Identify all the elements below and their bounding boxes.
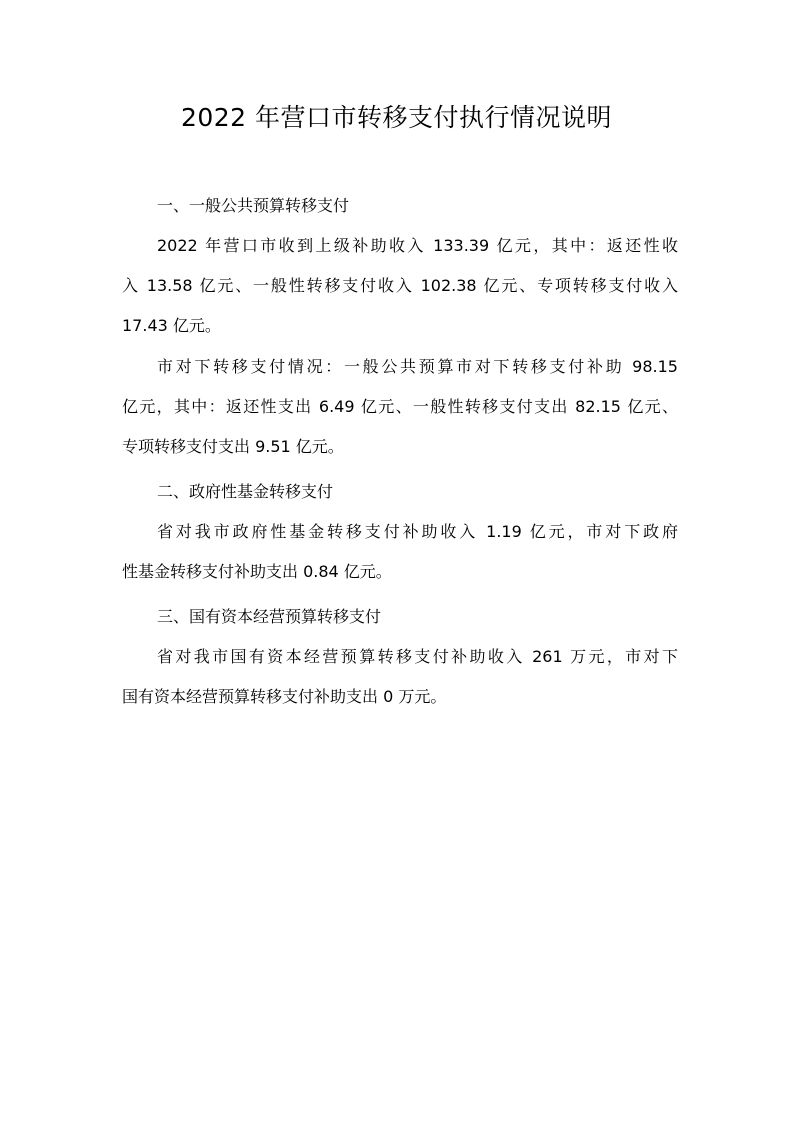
paragraph-line: 国有资本经营预算转移支付补助支出 0 万元。 [122,687,447,706]
paragraph-1 [122,226,678,346]
section-heading-2: 二、政府性基金转移支付 [157,482,334,501]
section-heading-1: 一、一般公共预算转移支付 [157,196,350,215]
paragraph-line: 省对我市政府性基金转移支付补助收入 1.19 亿元，市对下政府 [157,522,678,541]
document-title: 2022 年营口市转移支付执行情况说明 [180,103,613,132]
paragraph-3 [122,512,678,592]
paragraph-4 [122,637,678,717]
paragraph-2 [122,347,678,467]
paragraph-line: 市对下转移支付情况：一般公共预算市对下转移支付补助 98.15 [157,357,678,376]
paragraph-line: 入 13.58 亿元、一般性转移支付收入 102.38 亿元、专项转移支付收入 [122,276,678,295]
paragraph-line: 亿元，其中：返还性支出 6.49 亿元、一般性转移支付支出 82.15 亿元、 [122,397,678,416]
paragraph-line: 2022 年营口市收到上级补助收入 133.39 亿元，其中：返还性收 [157,236,678,255]
paragraph-line: 省对我市国有资本经营预算转移支付补助收入 261 万元，市对下 [157,647,678,666]
paragraph-line: 性基金转移支付补助支出 0.84 亿元。 [122,562,392,581]
paragraph-line: 专项转移支付支出 9.51 亿元。 [122,437,344,456]
section-heading-3: 三、国有资本经营预算转移支付 [157,607,382,626]
paragraph-line: 17.43 亿元。 [122,316,221,335]
